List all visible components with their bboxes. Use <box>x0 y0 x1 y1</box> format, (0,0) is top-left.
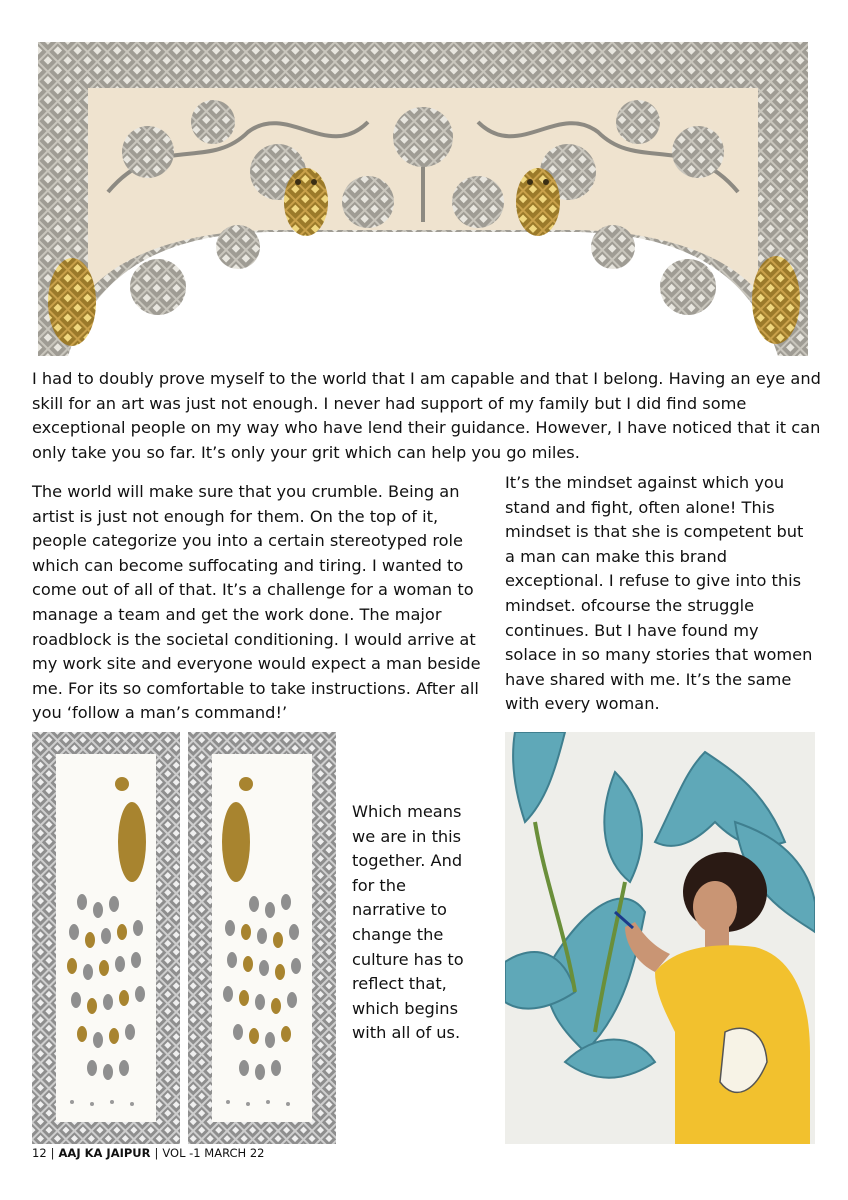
peacock-mirror-panels-artwork <box>32 732 336 1144</box>
publication-name: AAJ KA JAIPUR <box>58 1146 151 1160</box>
article-column-left: The world will make sure that you crumble. Being an artist is just not enough for them. On the top of it, people categorize you into a certain stereotyped role which can become suffocating and tiring. I wanted to come out of all of that. It’s a challenge for a woman to manage a team and get the work done. The major roadblock is the societal conditioning. I would arrive at my work site and everyone would expect a man beside me. For its so comfortable to take instructions. After all you ‘follow a man’s command!’ <box>32 482 481 723</box>
side-note-paragraph: Which means we are in this together. And for the narrative to change the culture has to reflect that, which begins with all of us. <box>352 802 464 1043</box>
issue-info: VOL -1 MARCH 22 <box>162 1146 265 1160</box>
artist-painting-photo <box>505 732 815 1144</box>
mirror-arch-artwork <box>38 42 808 356</box>
page-footer: 12 | AAJ KA JAIPUR | VOL -1 MARCH 22 <box>32 1146 265 1160</box>
article-column-right: It’s the mindset against which you stand and fight, often alone! This mindset is that she is competent but a man can make this brand exceptional. I refuse to give into this mindset. ofcourse the struggle continues. But I have found my solace in so many stories that women have shared with me. It’s the same with every woman. <box>505 473 813 714</box>
page-number: 12 <box>32 1146 47 1160</box>
article-paragraph-1: I had to doubly prove myself to the world that I am capable and that I belong. Having an eye and skill for an art was just not enough. I never had support of my family but I did find some exceptional people on my way who have lend their guidance. However, I have noticed that it can only take you so far. It’s only your grit which can help you go miles. <box>32 369 821 462</box>
